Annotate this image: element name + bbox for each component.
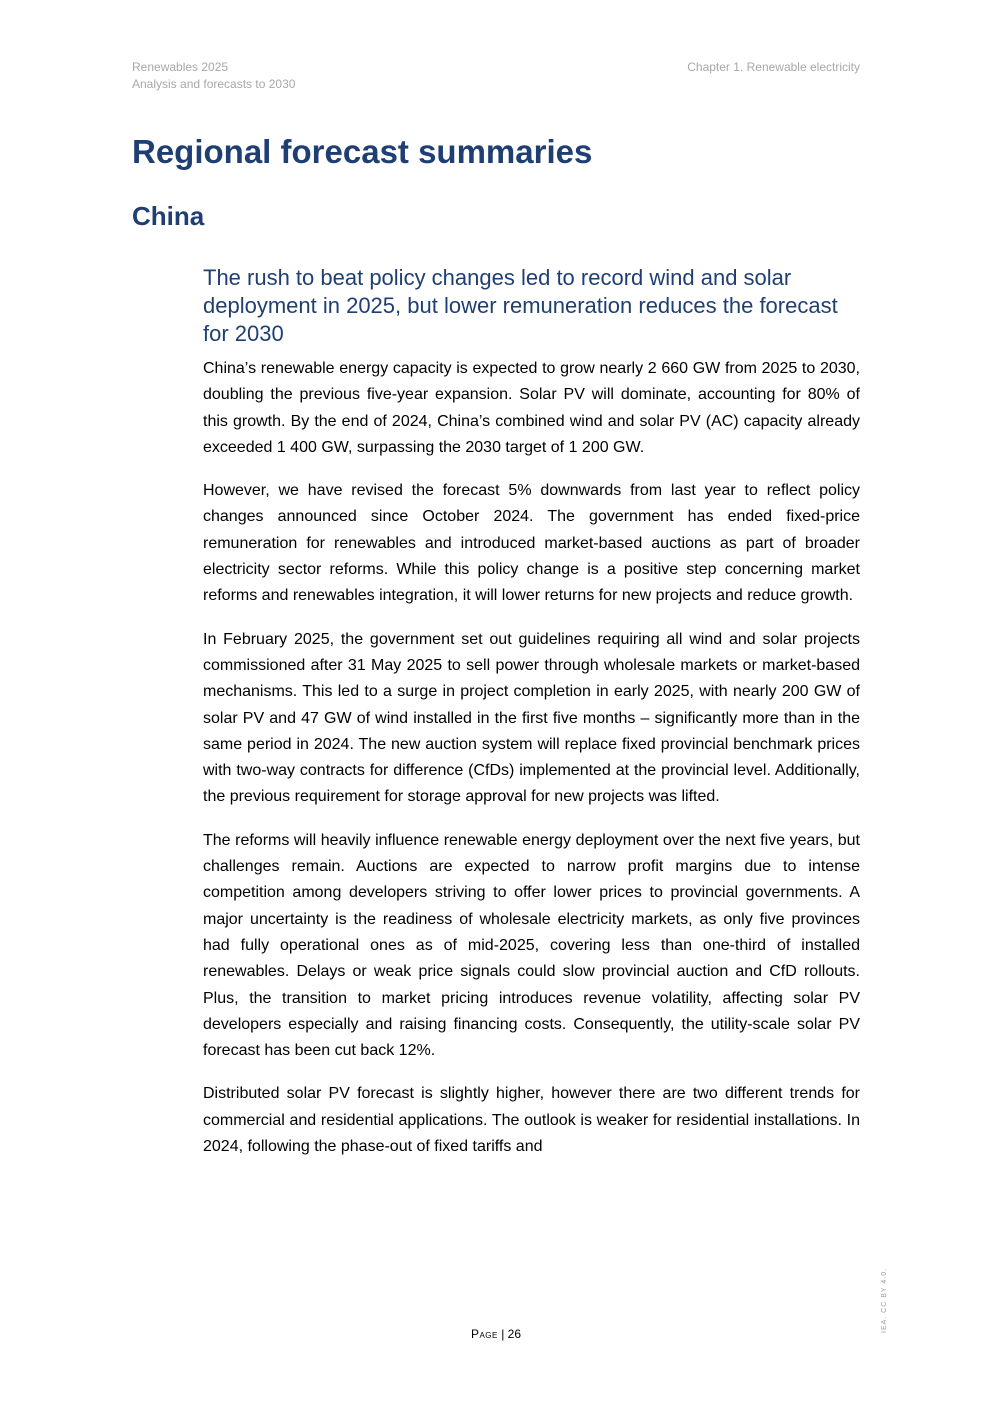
section-title: China (132, 201, 205, 231)
body-text (203, 356, 860, 1160)
paragraph: However, we have revised the forecast 5% downwards from last year to reflect policy changes announced since October 2024. The government has ended fixed-price remuneration for renewables and introduced market-based auctions as part of broader electricity sector reforms. While this policy change is a positive step concerning market reforms and renewables integration, it will lower returns for new projects and reduce growth. (203, 482, 860, 605)
header-chapter: Chapter 1. Renewable electricity (687, 60, 860, 74)
paragraph: The reforms will heavily influence renewable energy deployment over the next five years, but challenges remain. Auctions are expected to narrow profit margins due to intense competition among developers striving to offer lower prices to provincial governments. A major uncertainty is the readiness of wholesale electricity markets, as only five provinces had fully operational ones as of mid-2025, covering less than one-third of installed renewables. Delays or weak price signals could slow provincial auction and CfD rollouts. Plus, the transition to market pricing introduces revenue volatility, affecting solar PV developers especially and raising financing costs. Consequently, the utility-scale solar PV forecast has been cut back 12%. (203, 831, 860, 1060)
paragraph: Distributed solar PV forecast is slightly higher, however there are two different trends for commercial and residential applications. The outlook is weaker for residential installations. In 2024, following the phase-out of fixed tariffs and (203, 1085, 860, 1156)
page-label: Page (470, 1327, 498, 1341)
header-report-subtitle: Analysis and forecasts to 2030 (132, 77, 296, 91)
header-report-title: Renewables 2025 (132, 60, 229, 74)
paragraph: In February 2025, the government set out guidelines requiring all wind and solar projects commissioned after 31 May 2025 to sell power through wholesale markets or market-based mechanisms. This led to a surge in project completion in early 2025, with nearly 200 GW of solar PV and 47 GW of wind installed in the first five months – significantly more than in the same period in 2024. The new auction system will replace fixed provincial benchmark prices with two-way contracts for difference (CfDs) implemented at the provincial level. Additionally, the previous requirement for storage approval for new projects was lifted. (203, 630, 860, 806)
lead-heading: The rush to beat policy changes led to record wind and solar deployment in 2025, but lower remuneration reduces the forecast for 2030 (203, 265, 838, 346)
page-separator: | (497, 1327, 508, 1341)
page-footer (0, 1326, 992, 1342)
header-report-info (132, 59, 295, 93)
page-title: Regional forecast summaries (132, 133, 593, 170)
paragraph: China’s renewable energy capacity is expected to grow nearly 2 660 GW from 2025 to 2030, doubling the previous five-year expansion. Solar PV will dominate, accounting for 80% of this growth. By the end of 2024, China’s combined wind and solar PV (AC) capacity already exceeded 1 400 GW, surpassing the 2030 target of 1 200 GW. (203, 360, 860, 456)
license-note: IEA. CC BY 4.0. (881, 1267, 888, 1333)
page-number: 26 (507, 1327, 522, 1341)
